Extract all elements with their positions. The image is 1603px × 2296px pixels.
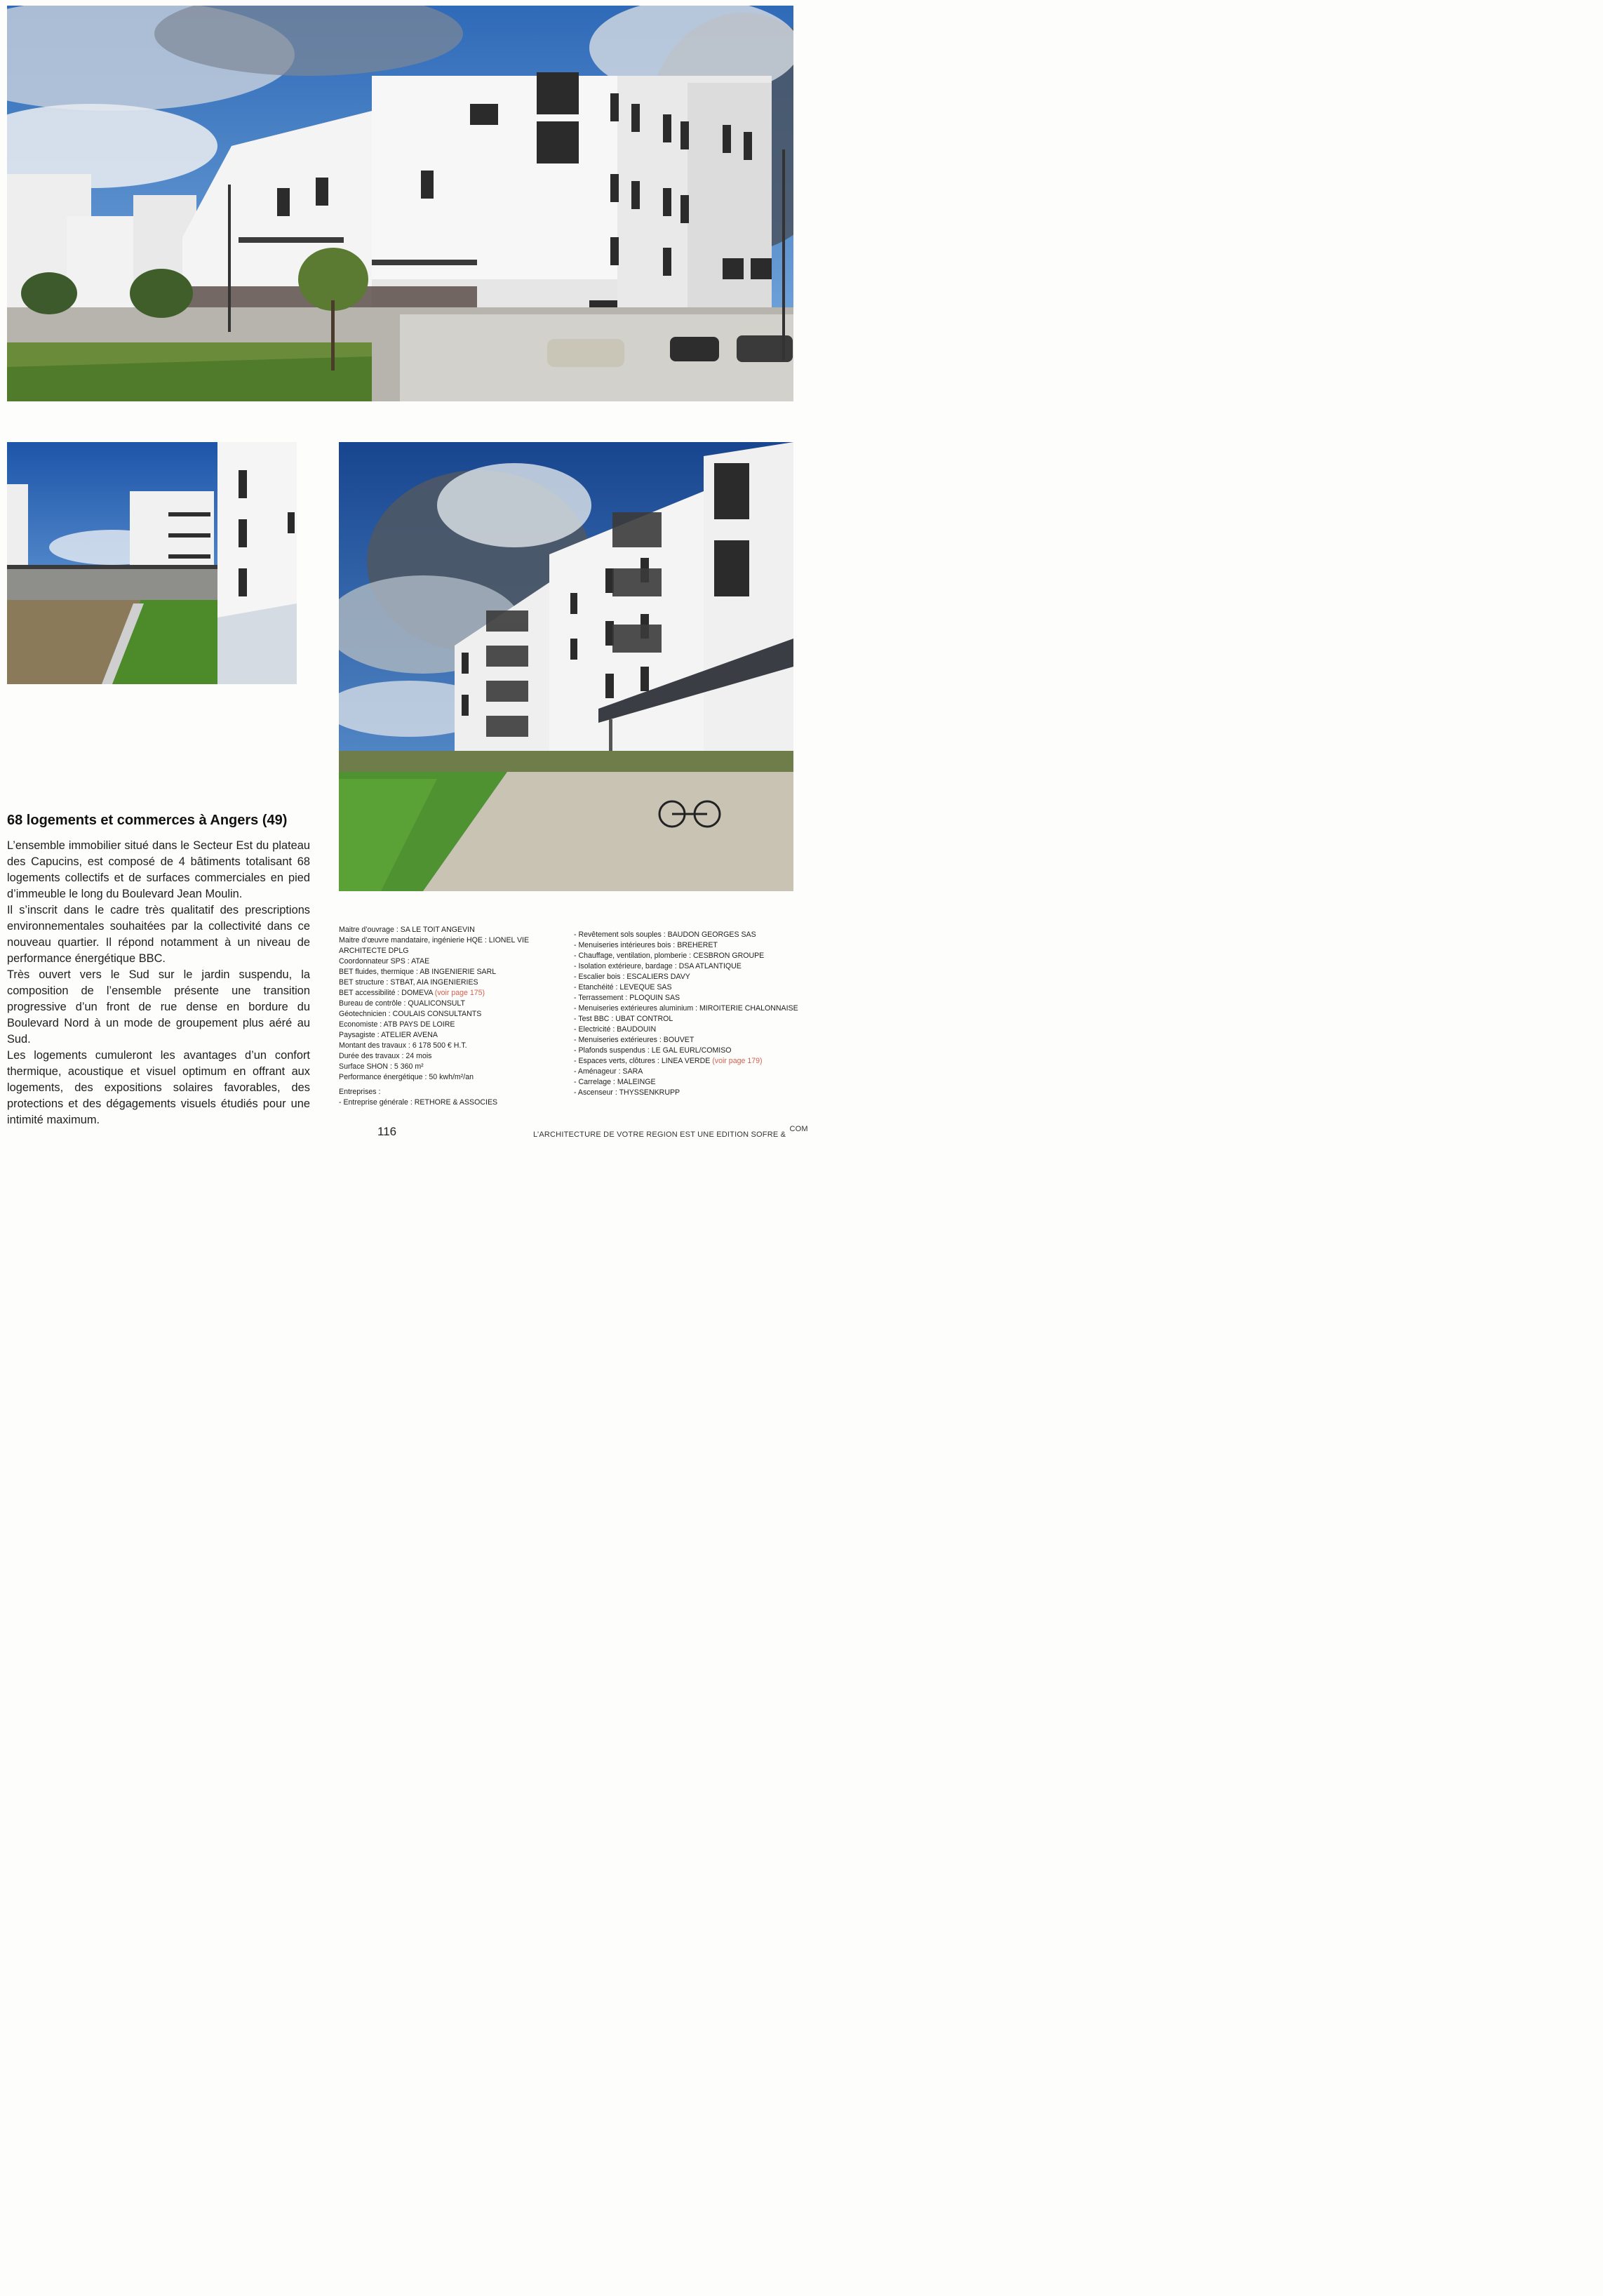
credit-row — [339, 1097, 549, 1108]
credit-label: - Menuiseries extérieures : — [574, 1036, 664, 1044]
article-paragraph: Très ouvert vers le Sud sur le jardin suspendu, la composition de l’ensemble présente une transition progressive d’un front de rue dense en bordure du Boulevard Nord à un mode de groupement plus aéré au Sud. — [7, 968, 310, 1046]
credit-row — [339, 935, 549, 956]
credit-label: - Espaces verts, clôtures : — [574, 1057, 662, 1065]
credit-label: - Etanchéité : — [574, 983, 620, 992]
credit-row — [339, 977, 549, 988]
credit-value: ESCALIERS DAVY — [626, 973, 690, 981]
credit-value: COULAIS CONSULTANTS — [392, 1010, 482, 1018]
credit-value: DSA ATLANTIQUE — [678, 962, 742, 970]
credit-row — [574, 930, 802, 940]
credit-row — [339, 956, 549, 967]
credit-row — [574, 993, 802, 1003]
credit-label: - Test BBC : — [574, 1015, 616, 1023]
credit-label: - Aménageur : — [574, 1067, 623, 1076]
credit-value: STBAT, AIA INGENIERIES — [390, 978, 478, 987]
credit-row — [339, 1041, 549, 1051]
footer-text: L’ARCHITECTURE DE VOTRE REGION EST UNE EDITION SOFRE & — [533, 1130, 786, 1139]
credit-value: BAUDOUIN — [617, 1025, 657, 1034]
credit-row — [339, 999, 549, 1009]
credit-row — [574, 1067, 802, 1077]
credit-value: LINEA VERDE — [661, 1057, 711, 1065]
credit-value: QUALICONSULT — [408, 999, 465, 1008]
credits-right-column — [574, 930, 802, 1098]
credit-value: LEVEQUE SAS — [619, 983, 672, 992]
page-number: 116 — [377, 1125, 397, 1138]
credit-label: - Ascenseur : — [574, 1088, 619, 1097]
credit-value: 6 178 500 € H.T. — [412, 1041, 467, 1050]
credit-label: Maitre d’ouvrage : — [339, 926, 401, 934]
credit-value: ATAE — [411, 957, 430, 966]
credit-value: DOMEVA — [401, 989, 433, 997]
credit-label: Bureau de contrôle : — [339, 999, 408, 1008]
photo-building-balconies — [339, 442, 793, 891]
credit-row — [574, 1014, 802, 1024]
credit-label: BET fluides, thermique : — [339, 968, 420, 976]
credit-label: - Electricité : — [574, 1025, 617, 1034]
credit-label: Paysagiste : — [339, 1031, 382, 1039]
credit-label: Performance énergétique : — [339, 1073, 429, 1081]
credit-value: CESBRON GROUPE — [693, 952, 765, 960]
credit-row — [574, 1024, 802, 1035]
publisher-footer — [533, 1125, 808, 1139]
credit-label: Géotechnicien : — [339, 1010, 393, 1018]
credit-value: ATELIER AVENA — [381, 1031, 438, 1039]
footer-suffix: COM — [789, 1125, 808, 1133]
credit-row — [339, 967, 549, 977]
page-reference-link[interactable]: (voir page 175) — [434, 989, 485, 997]
credit-value: BAUDON GEORGES SAS — [667, 930, 756, 939]
credit-row — [339, 1009, 549, 1020]
credit-label: - Revêtement sols souples : — [574, 930, 668, 939]
credit-label: - Carrelage : — [574, 1078, 617, 1086]
credit-row — [574, 1088, 802, 1098]
credit-label: Montant des travaux : — [339, 1041, 413, 1050]
article-paragraph: Les logements cumuleront les avantages d’un confort thermique, acoustique et visuel optimum en offrant aux logements, des expositions solaires favorables, des protections et des dégagements visuels étudiés pour une intimité maximum. — [7, 1049, 310, 1126]
article-paragraph: L’ensemble immobilier situé dans le Secteur Est du plateau des Capucins, est composé de 4 bâtiments totalisant 68 logements collectifs et de surfaces commerciales en pied d’immeuble le long du Boulevard Jean Moulin. — [7, 839, 310, 900]
credit-value: MIROITERIE CHALONNAISE — [699, 1004, 798, 1013]
credit-value: AB INGENIERIE SARL — [420, 968, 497, 976]
article-title: 68 logements et commerces à Angers (49) — [7, 813, 288, 828]
credit-row — [574, 1077, 802, 1088]
credit-label: Durée des travaux : — [339, 1052, 406, 1060]
article-paragraph: Il s’inscrit dans le cadre très qualitatif des prescriptions environnementales souhaitées par la collectivité dans ce nouveau quartier. Il répond notamment à un niveau de performance énergétique BBC. — [7, 904, 310, 965]
credit-value: 24 mois — [405, 1052, 432, 1060]
credit-label: - Menuiseries intérieures bois : — [574, 941, 678, 949]
credit-label: - Escalier bois : — [574, 973, 627, 981]
credit-value: LE GAL EURL/COMISO — [651, 1046, 732, 1055]
credit-value: LIONEL VIE ARCHITECTE DPLG — [339, 936, 530, 955]
credit-label: Coordonnateur SPS : — [339, 957, 412, 966]
article-body — [7, 838, 310, 1128]
credit-label: Surface SHON : — [339, 1062, 394, 1071]
page-reference-link[interactable]: (voir page 179) — [712, 1057, 763, 1065]
credit-label: - Isolation extérieure, bardage : — [574, 962, 679, 970]
credit-row — [339, 1020, 549, 1030]
credit-label: - Plafonds suspendus : — [574, 1046, 652, 1055]
credit-label: - Menuiseries extérieures aluminium : — [574, 1004, 699, 1013]
credit-value: 50 kwh/m²/an — [429, 1073, 474, 1081]
credit-row — [339, 1030, 549, 1041]
credit-row — [574, 1035, 802, 1046]
credit-row — [339, 1072, 549, 1083]
credit-row — [574, 1056, 802, 1067]
credit-row — [574, 940, 802, 951]
credit-row — [339, 925, 549, 935]
credit-row — [574, 982, 802, 993]
credit-value: SA LE TOIT ANGEVIN — [400, 926, 475, 934]
credit-label: - Terrassement : — [574, 994, 630, 1002]
credit-value: RETHORE & ASSOCIES — [414, 1098, 498, 1107]
entreprises-heading: Entreprises : — [339, 1088, 381, 1096]
credit-value: BOUVET — [663, 1036, 695, 1044]
credit-label: Maitre d’œuvre mandataire, ingénierie HQE : — [339, 936, 489, 945]
credit-label: - Entreprise générale : — [339, 1098, 415, 1107]
credit-row — [339, 1051, 549, 1062]
credit-value: SARA — [622, 1067, 643, 1076]
credit-row — [339, 1062, 549, 1072]
credit-row — [574, 972, 802, 982]
credit-row — [574, 951, 802, 961]
credit-value: THYSSENKRUPP — [619, 1088, 680, 1097]
credit-row — [574, 1046, 802, 1056]
credit-value: BREHERET — [677, 941, 718, 949]
credit-value: MALEINGE — [617, 1078, 656, 1086]
photo-building-street-view — [7, 6, 793, 401]
credits-left-column — [339, 925, 549, 1108]
credit-row — [339, 988, 549, 999]
credit-label: Economiste : — [339, 1020, 384, 1029]
credit-row — [574, 961, 802, 972]
credit-label: BET structure : — [339, 978, 391, 987]
credit-value: ATB PAYS DE LOIRE — [383, 1020, 455, 1029]
credit-label: - Chauffage, ventilation, plomberie : — [574, 952, 693, 960]
photo-courtyard-garden — [7, 442, 297, 684]
credit-label: BET accessibilité : — [339, 989, 402, 997]
credit-value: UBAT CONTROL — [615, 1015, 673, 1023]
credit-row — [574, 1003, 802, 1014]
credit-value: PLOQUIN SAS — [629, 994, 680, 1002]
credit-value: 5 360 m² — [394, 1062, 424, 1071]
